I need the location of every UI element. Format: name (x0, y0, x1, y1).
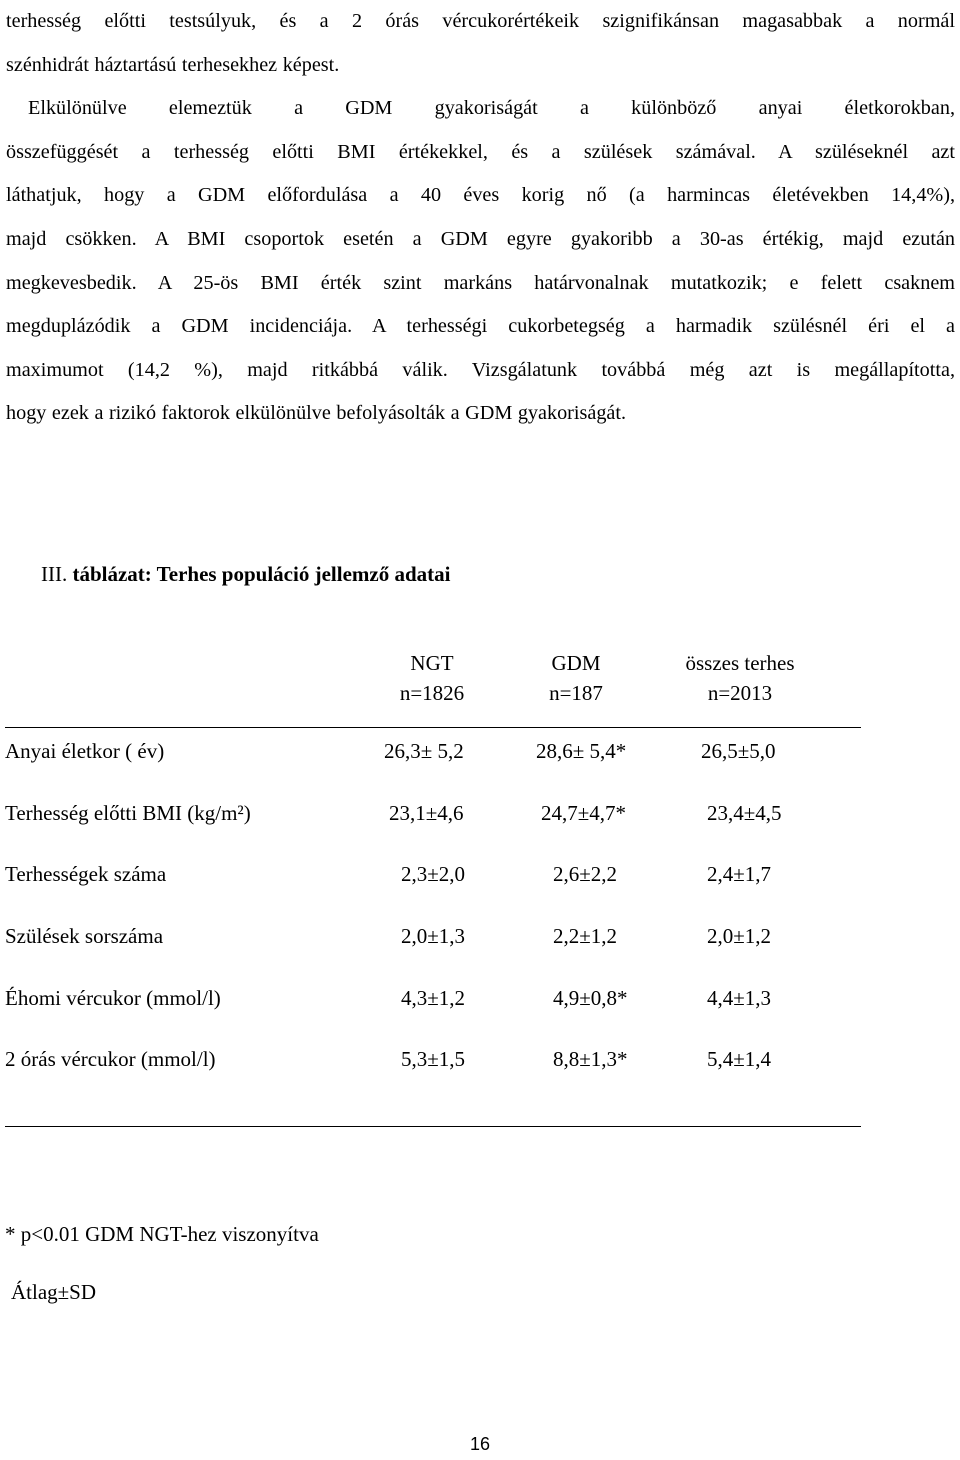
column-header-name: NGT (410, 651, 454, 675)
text-line: megkevesbedik. A 25-ös BMI érték szint markáns határvonalnak mutatkozik; e felett csaknem (6, 271, 955, 294)
column-header-ngt (372, 648, 492, 708)
column-header-n: n=1826 (399, 681, 465, 705)
text-line: majd csökken. A BMI csoportok esetén a GDM egyre gyakoribb a 30-as értékig, majd ezután (6, 227, 955, 250)
row-label: Szülések sorszáma (5, 924, 164, 948)
text-line: hogy ezek a rizikó faktorok elkülönülve befolyásolták a GDM gyakoriságát. (6, 402, 627, 425)
row-label: Terhességek száma (5, 862, 167, 886)
row-label: Éhomi vércukor (mmol/l) (5, 986, 221, 1010)
table-title (41, 562, 450, 587)
text-line: maximumot (14,2 %), majd ritkábbá válik. Vizsgálatunk továbbá még azt is megállapította, (6, 358, 955, 381)
column-header-name: összes terhes (685, 651, 795, 675)
table-cell: 2,3±2,0 (401, 862, 466, 886)
text-line: Elkülönülve elemeztük a GDM gyakoriságát a különböző anyai életkorokban, (28, 97, 955, 120)
table-cell: 23,4±4,5 (707, 801, 782, 825)
table-footnote: * p<0.01 GDM NGT-hez viszonyítva (5, 1222, 319, 1246)
text-line: megduplázódik a GDM incidenciája. A terhességi cukorbetegség a harmadik szülésnél éri el a (6, 315, 955, 338)
column-header-n: n=187 (549, 681, 603, 705)
column-header-total (665, 648, 815, 708)
table-bottom-rule (5, 1126, 861, 1127)
column-header-name: GDM (551, 651, 601, 675)
table-cell: 5,3±1,5 (401, 1047, 466, 1071)
table-cell: 2,4±1,7 (707, 862, 772, 886)
text-line: szénhidrát háztartású terhesekhez képest. (6, 53, 340, 76)
column-header-gdm (516, 648, 636, 708)
text-line: összefüggését a terhesség előtti BMI értékekkel, és a szülések számával. A szüléseknél azt (6, 140, 955, 163)
page-number: 16 (469, 1434, 491, 1454)
body-text (6, 0, 955, 436)
table-cell: 2,6±2,2 (553, 862, 618, 886)
table-cell: 4,4±1,3 (707, 986, 772, 1010)
table-cell: 4,9±0,8* (553, 986, 628, 1010)
table-title-text: táblázat: Terhes populáció jellemző adatai (72, 562, 451, 586)
table-cell: 26,3± 5,2 (384, 739, 464, 763)
table-legend: Átlag±SD (11, 1280, 97, 1304)
table-cell: 2,0±1,3 (401, 924, 466, 948)
table-cell: 28,6± 5,4* (536, 739, 627, 763)
table-cell: 2,0±1,2 (707, 924, 772, 948)
table-cell: 26,5±5,0 (701, 739, 776, 763)
text-line: láthatjuk, hogy a GDM előfordulása a 40 éves korig nő (a harmincas életévekben 14,4%), (6, 184, 955, 207)
row-label: 2 órás vércukor (mmol/l) (5, 1047, 216, 1071)
column-header-n: n=2013 (707, 681, 773, 705)
table-top-rule (5, 727, 861, 728)
table-cell: 5,4±1,4 (707, 1047, 772, 1071)
row-label: Anyai életkor ( év) (5, 739, 165, 763)
table-cell: 4,3±1,2 (401, 986, 466, 1010)
table-cell: 8,8±1,3* (553, 1047, 628, 1071)
text-line: terhesség előtti testsúlyuk, és a 2 órás vércukorértékeik szignifikánsan magasabbak a normál (6, 10, 955, 32)
table-cell: 24,7±4,7* (541, 801, 627, 825)
table-cell: 2,2±1,2 (553, 924, 618, 948)
table-cell: 23,1±4,6 (389, 801, 464, 825)
table-title-prefix: III. (41, 562, 68, 586)
row-label: Terhesség előtti BMI (kg/m²) (5, 801, 251, 825)
